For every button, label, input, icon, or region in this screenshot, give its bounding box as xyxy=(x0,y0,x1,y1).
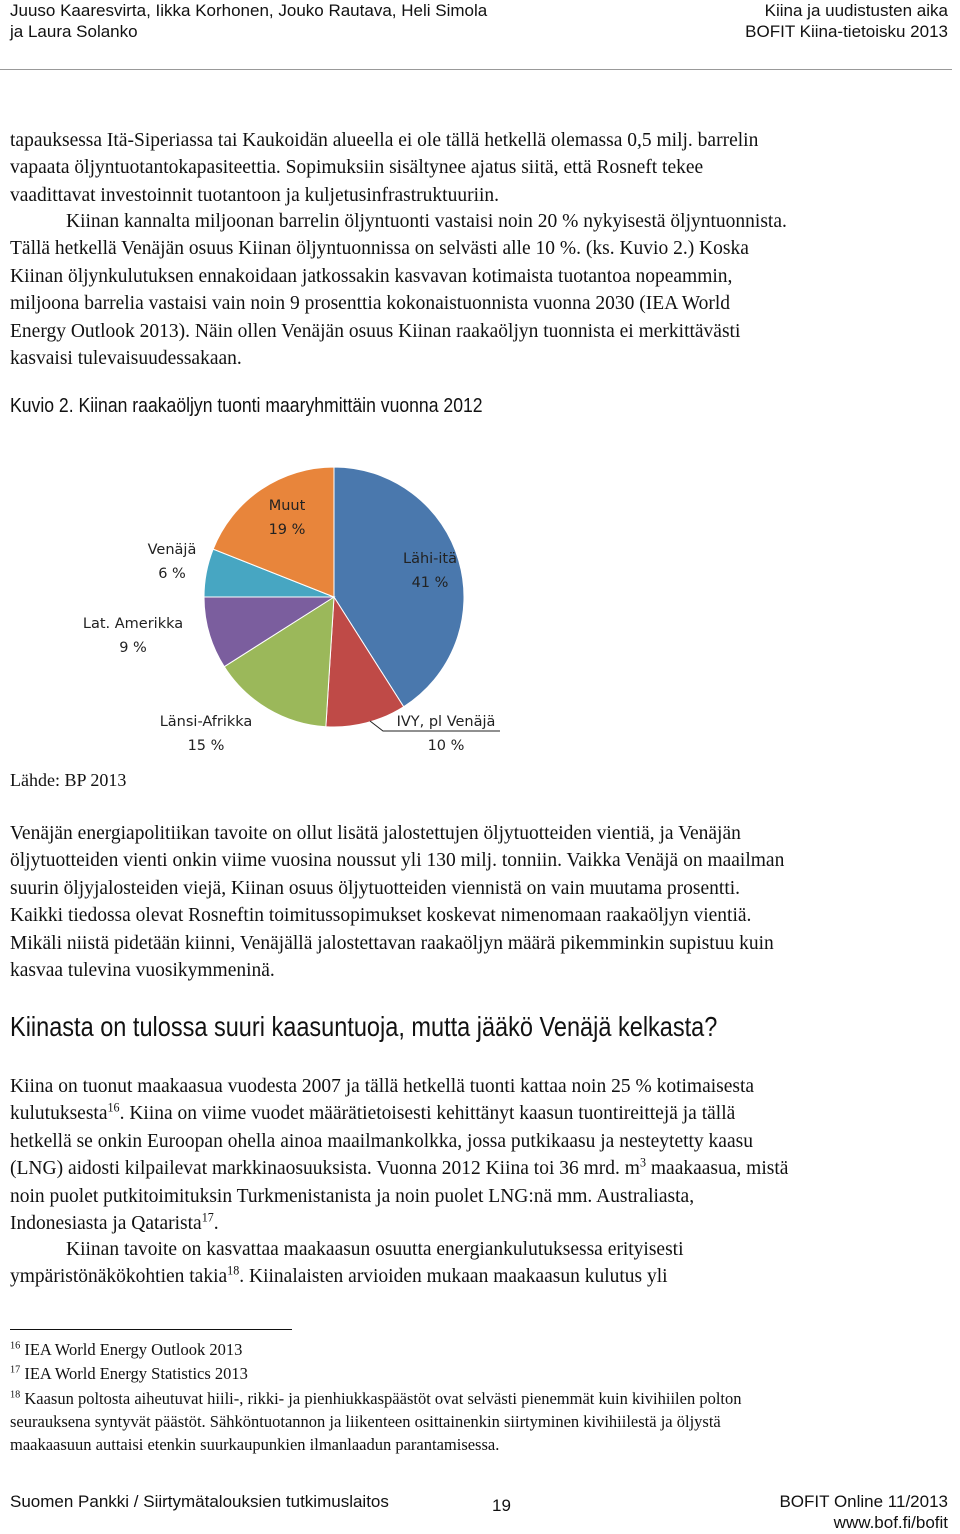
page-header xyxy=(10,0,948,46)
paragraph-line: Energy Outlook 2013). Näin ollen Venäjän osuus Kiinan raakaöljyn tuonnista ei merkittävästi xyxy=(10,320,741,342)
footnote-18 xyxy=(10,1387,958,1456)
paragraph-3 xyxy=(10,820,958,984)
header-authors xyxy=(10,0,487,42)
footer-institution: Suomen Pankki / Siirtymätalouksien tutkimuslaitos xyxy=(10,1492,389,1511)
footnote-ref-16: 16 xyxy=(107,1100,120,1115)
slice-label-name: Lähi-itä xyxy=(402,551,458,567)
footnote-number: 16 xyxy=(10,1340,21,1352)
footnote-number: 18 xyxy=(10,1389,21,1401)
footnote-line: maakaasuun auttaisi etenkin suurkaupunkien ilmanlaadun parantamisessa. xyxy=(10,1435,500,1454)
slice-label-value: 41 % xyxy=(411,575,449,591)
slice-label-name: Länsi-Afrikka xyxy=(159,714,253,730)
footnote-16 xyxy=(10,1338,958,1361)
text-run: maakaasua, mistä xyxy=(646,1158,789,1180)
paragraph-line: Kiinan öljynkulutuksen ennakoidaan jatkossakin kasvavan kotimaista tuotantoa nopeammin, xyxy=(10,265,733,287)
header-authors-line2: ja Laura Solanko xyxy=(10,22,138,41)
paragraph-line xyxy=(10,1210,958,1237)
paragraph-2 xyxy=(10,208,958,372)
slice-label-name: Muut xyxy=(268,498,306,514)
paragraph-line: Venäjän energiapolitiikan tavoite on ollut lisätä jalostettujen öljytuotteiden vientiä, ja Venäjän xyxy=(10,823,741,844)
footnote-text: IEA World Energy Statistics 2013 xyxy=(20,1364,248,1383)
paragraph-line: hetkellä se onkin Euroopan ohella ainoa maailmankolkka, jossa putkikaasu ja nesteytetty kaasu xyxy=(10,1130,753,1152)
footer-url: www.bof.fi/bofit xyxy=(833,1513,948,1532)
paragraph-line: kasvaa tulevina vuosikymmeninä. xyxy=(10,960,275,982)
header-publication-title: Kiina ja uudistusten aika xyxy=(764,1,948,20)
page-number: 19 xyxy=(492,1496,511,1515)
footer-publication xyxy=(779,1491,948,1533)
header-publication-series: BOFIT Kiina-tietoisku 2013 xyxy=(745,22,948,41)
figure-title: Kuvio 2. Kiinan raakaöljyn tuonti maaryhmittäin vuonna 2012 xyxy=(10,395,483,417)
footer-series: BOFIT Online 11/2013 xyxy=(779,1492,948,1511)
footnote-text: Kaasun poltosta aiheutuvat hiili-, rikki- ja pienhiukkaspäästöt ovat selvästi pienemmät kuin kivihiilen polton xyxy=(20,1389,742,1408)
slice-label-value: 19 % xyxy=(268,522,306,538)
paragraph-line: Kiinan tavoite on kasvattaa maakaasun osuutta energiankulutuksessa erityisesti xyxy=(66,1239,684,1260)
paragraph-line: tapauksessa Itä-Siperiassa tai Kaukoidän alueella ei ole tällä hetkellä olemassa 0,5 milj. barrelin xyxy=(10,130,759,151)
footnote-ref-18: 18 xyxy=(227,1263,240,1278)
paragraph-5 xyxy=(10,1236,958,1291)
chart-source: Lähde: BP 2013 xyxy=(10,770,127,790)
paragraph-line: öljytuotteiden vienti onkin viime vuosina noussut yli 130 milj. tonniin. Vaikka Venäjä on maailman xyxy=(10,850,785,872)
text-run: . Kiinalaisten arvioiden mukaan maakaasun kulutus yli xyxy=(239,1266,668,1288)
slice-label-value: 9 % xyxy=(119,640,147,656)
pie-chart xyxy=(0,450,960,800)
footnote-17 xyxy=(10,1362,958,1385)
text-run: ympäristönäkökohtien takia xyxy=(10,1266,228,1288)
footnote-ref-17: 17 xyxy=(201,1210,214,1225)
paragraph-1 xyxy=(10,127,958,209)
paragraph-4 xyxy=(10,1073,958,1237)
paragraph-line: kasvaisi tulevaisuudessakaan. xyxy=(10,348,242,370)
paragraph-line: miljoona barrelia vastaisi vain noin 9 prosenttia kokonaistuonnista vuonna 2030 (IEA World xyxy=(10,293,730,315)
text-run: (LNG) aidosti kilpailevat markkinaosuuksista. Vuonna 2012 Kiina toi 36 mrd. m xyxy=(10,1158,640,1180)
slice-label-name: IVY, pl Venäjä xyxy=(396,714,496,730)
text-run: kulutuksesta xyxy=(10,1103,108,1125)
superscript-3: 3 xyxy=(639,1155,647,1170)
paragraph-line: Tällä hetkellä Venäjän osuus Kiinan öljyntuonnissa on selvästi alle 10 %. (ks. Kuvio 2.) Koska xyxy=(10,238,749,260)
paragraph-line: Mikäli niistä pidetään kiinni, Venäjällä jalostettavan raakaöljyn määrä pikemminkin supistuu kuin xyxy=(10,932,774,954)
paragraph-line: noin puolet putkitoimituksin Turkmenistanista ja noin puolet LNG:nä mm. Australiasta, xyxy=(10,1185,695,1207)
slice-label-value: 15 % xyxy=(187,738,225,754)
paragraph-line: Kiinan kannalta miljoonan barrelin öljyntuonti vastaisi noin 20 % nykyisestä öljyntuonnista. xyxy=(66,211,787,232)
footnote-text: IEA World Energy Outlook 2013 xyxy=(20,1340,243,1359)
paragraph-line: Kiina on tuonut maakaasua vuodesta 2007 ja tällä hetkellä tuonti kattaa noin 25 % kotimaisesta xyxy=(10,1076,755,1097)
section-heading: Kiinasta on tulossa suuri kaasuntuoja, mutta jääkö Venäjä kelkasta? xyxy=(10,1011,718,1042)
header-authors-line1: Juuso Kaaresvirta, Iikka Korhonen, Jouko Rautava, Heli Simola xyxy=(10,1,488,20)
slice-label-value: 6 % xyxy=(158,566,186,582)
header-publication xyxy=(745,0,948,42)
text-run: Indonesiasta ja Qatarista xyxy=(10,1213,202,1235)
paragraph-line xyxy=(10,1263,958,1290)
paragraph-line xyxy=(10,1100,958,1127)
footnote-divider xyxy=(10,1329,292,1330)
text-run: . Kiina on viime vuodet määrätietoisesti kehittänyt kaasun tuontireittejä ja tällä xyxy=(119,1103,736,1125)
page-footer xyxy=(10,1491,948,1533)
text-run: . xyxy=(213,1213,219,1235)
slice-label-name: Lat. Amerikka xyxy=(82,616,184,632)
footnote-line xyxy=(10,1387,958,1410)
paragraph-line: Kaikki tiedossa olevat Rosneftin toimitussopimukset koskevat nimenomaan raakaöljyn vientiä. xyxy=(10,905,752,927)
pie-slices xyxy=(204,467,464,727)
paragraph-line: suurin öljyjalosteiden viejä, Kiinan osuus öljytuotteiden viennistä on vain muutama prosentti. xyxy=(10,877,741,899)
slice-label-name: Venäjä xyxy=(147,542,197,558)
footnote-number: 17 xyxy=(10,1364,21,1376)
paragraph-line: vaadittavat investoinnit tuotantoon ja kuljetusinfrastruktuuriin. xyxy=(10,184,500,206)
header-divider xyxy=(0,69,952,70)
paragraph-line: vapaata öljyntuotantokapasiteettia. Sopimuksiin sisältynee ajatus siitä, että Rosneft tekee xyxy=(10,157,704,179)
footnote-line: seurauksena syntyvät päästöt. Sähköntuotannon ja liikenteen osittainenkin siirtyminen kivihiilestä ja öljystä xyxy=(10,1412,721,1431)
paragraph-line xyxy=(10,1155,958,1182)
slice-label-value: 10 % xyxy=(427,738,465,754)
